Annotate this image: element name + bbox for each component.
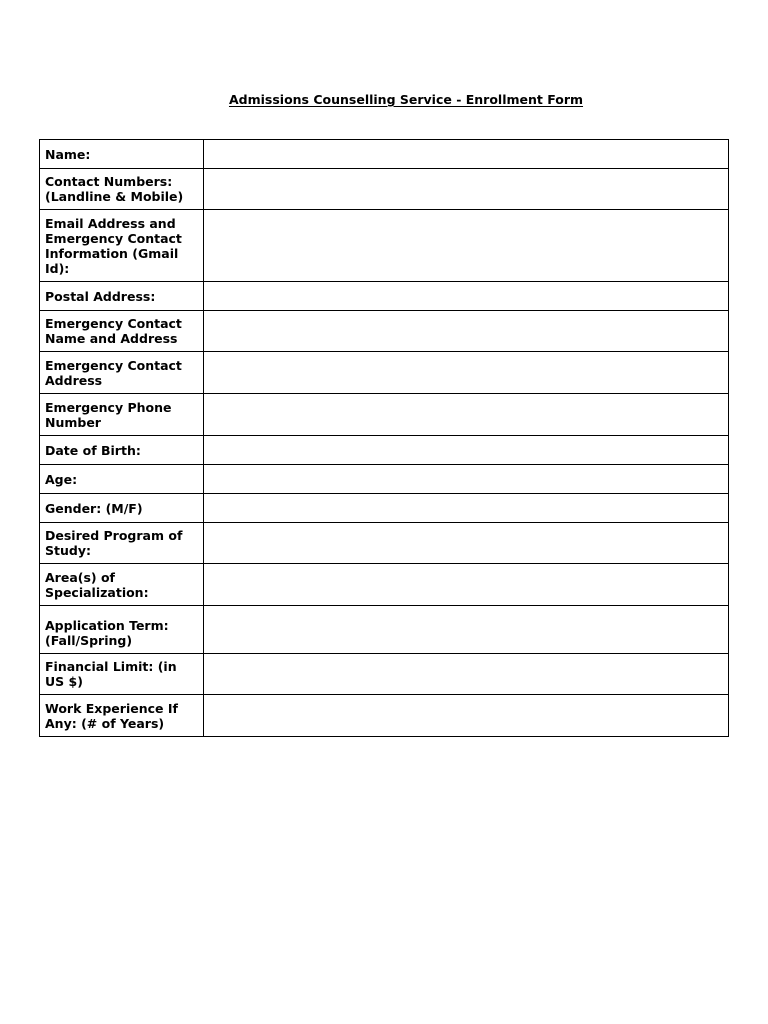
field-cell-work-experience <box>204 695 729 737</box>
date-of-birth-input[interactable] <box>209 444 723 459</box>
field-label-postal-address: Postal Address: <box>40 282 204 311</box>
form-row-name <box>40 140 729 169</box>
form-row-email <box>40 210 729 282</box>
form-row-emergency-contact-name <box>40 311 729 352</box>
form-row-desired-program <box>40 523 729 564</box>
age-input[interactable] <box>209 473 723 488</box>
field-cell-postal-address <box>204 282 729 311</box>
email-input[interactable] <box>209 239 723 254</box>
field-label-emergency-contact-address: Emergency Contact Address <box>40 352 204 394</box>
field-label-date-of-birth: Date of Birth: <box>40 436 204 465</box>
work-experience-input[interactable] <box>209 709 723 724</box>
field-label-financial-limit: Financial Limit: (in US $) <box>40 654 204 695</box>
field-cell-contact-numbers <box>204 169 729 210</box>
form-row-specialization <box>40 564 729 606</box>
form-title: Admissions Counselling Service - Enrollment Form <box>228 92 584 107</box>
field-label-gender: Gender: (M/F) <box>40 494 204 523</box>
field-label-name: Name: <box>40 140 204 169</box>
form-row-application-term <box>40 606 729 654</box>
field-label-work-experience: Work Experience If Any: (# of Years) <box>40 695 204 737</box>
field-cell-emergency-contact-address <box>204 352 729 394</box>
desired-program-input[interactable] <box>209 537 723 552</box>
name-input[interactable] <box>209 148 723 163</box>
field-label-emergency-contact-name: Emergency Contact Name and Address <box>40 311 204 352</box>
field-cell-email <box>204 210 729 282</box>
form-row-gender <box>40 494 729 523</box>
form-row-age <box>40 465 729 494</box>
field-cell-emergency-phone <box>204 394 729 436</box>
form-row-postal-address <box>40 282 729 311</box>
form-row-contact-numbers <box>40 169 729 210</box>
form-row-date-of-birth <box>40 436 729 465</box>
field-cell-gender <box>204 494 729 523</box>
postal-address-input[interactable] <box>209 290 723 305</box>
specialization-input[interactable] <box>209 578 723 593</box>
field-label-emergency-phone: Emergency Phone Number <box>40 394 204 436</box>
form-row-work-experience <box>40 695 729 737</box>
emergency-contact-name-input[interactable] <box>209 325 723 340</box>
financial-limit-input[interactable] <box>209 668 723 683</box>
emergency-phone-input[interactable] <box>209 408 723 423</box>
form-row-emergency-contact-address <box>40 352 729 394</box>
field-cell-financial-limit <box>204 654 729 695</box>
emergency-contact-address-input[interactable] <box>209 366 723 381</box>
field-label-desired-program: Desired Program of Study: <box>40 523 204 564</box>
application-term-input[interactable] <box>209 623 723 638</box>
field-label-contact-numbers: Contact Numbers: (Landline & Mobile) <box>40 169 204 210</box>
form-row-emergency-phone <box>40 394 729 436</box>
gender-input[interactable] <box>209 502 723 517</box>
field-label-application-term: Application Term: (Fall/Spring) <box>40 606 204 654</box>
field-cell-name <box>204 140 729 169</box>
contact-numbers-input[interactable] <box>209 183 723 198</box>
enrollment-form-table <box>39 139 729 737</box>
field-cell-desired-program <box>204 523 729 564</box>
field-label-specialization: Area(s) of Specialization: <box>40 564 204 606</box>
field-label-email: Email Address and Emergency Contact Information (Gmail Id): <box>40 210 204 282</box>
field-label-age: Age: <box>40 465 204 494</box>
field-cell-specialization <box>204 564 729 606</box>
field-cell-application-term <box>204 606 729 654</box>
form-row-financial-limit <box>40 654 729 695</box>
field-cell-date-of-birth <box>204 436 729 465</box>
field-cell-age <box>204 465 729 494</box>
field-cell-emergency-contact-name <box>204 311 729 352</box>
